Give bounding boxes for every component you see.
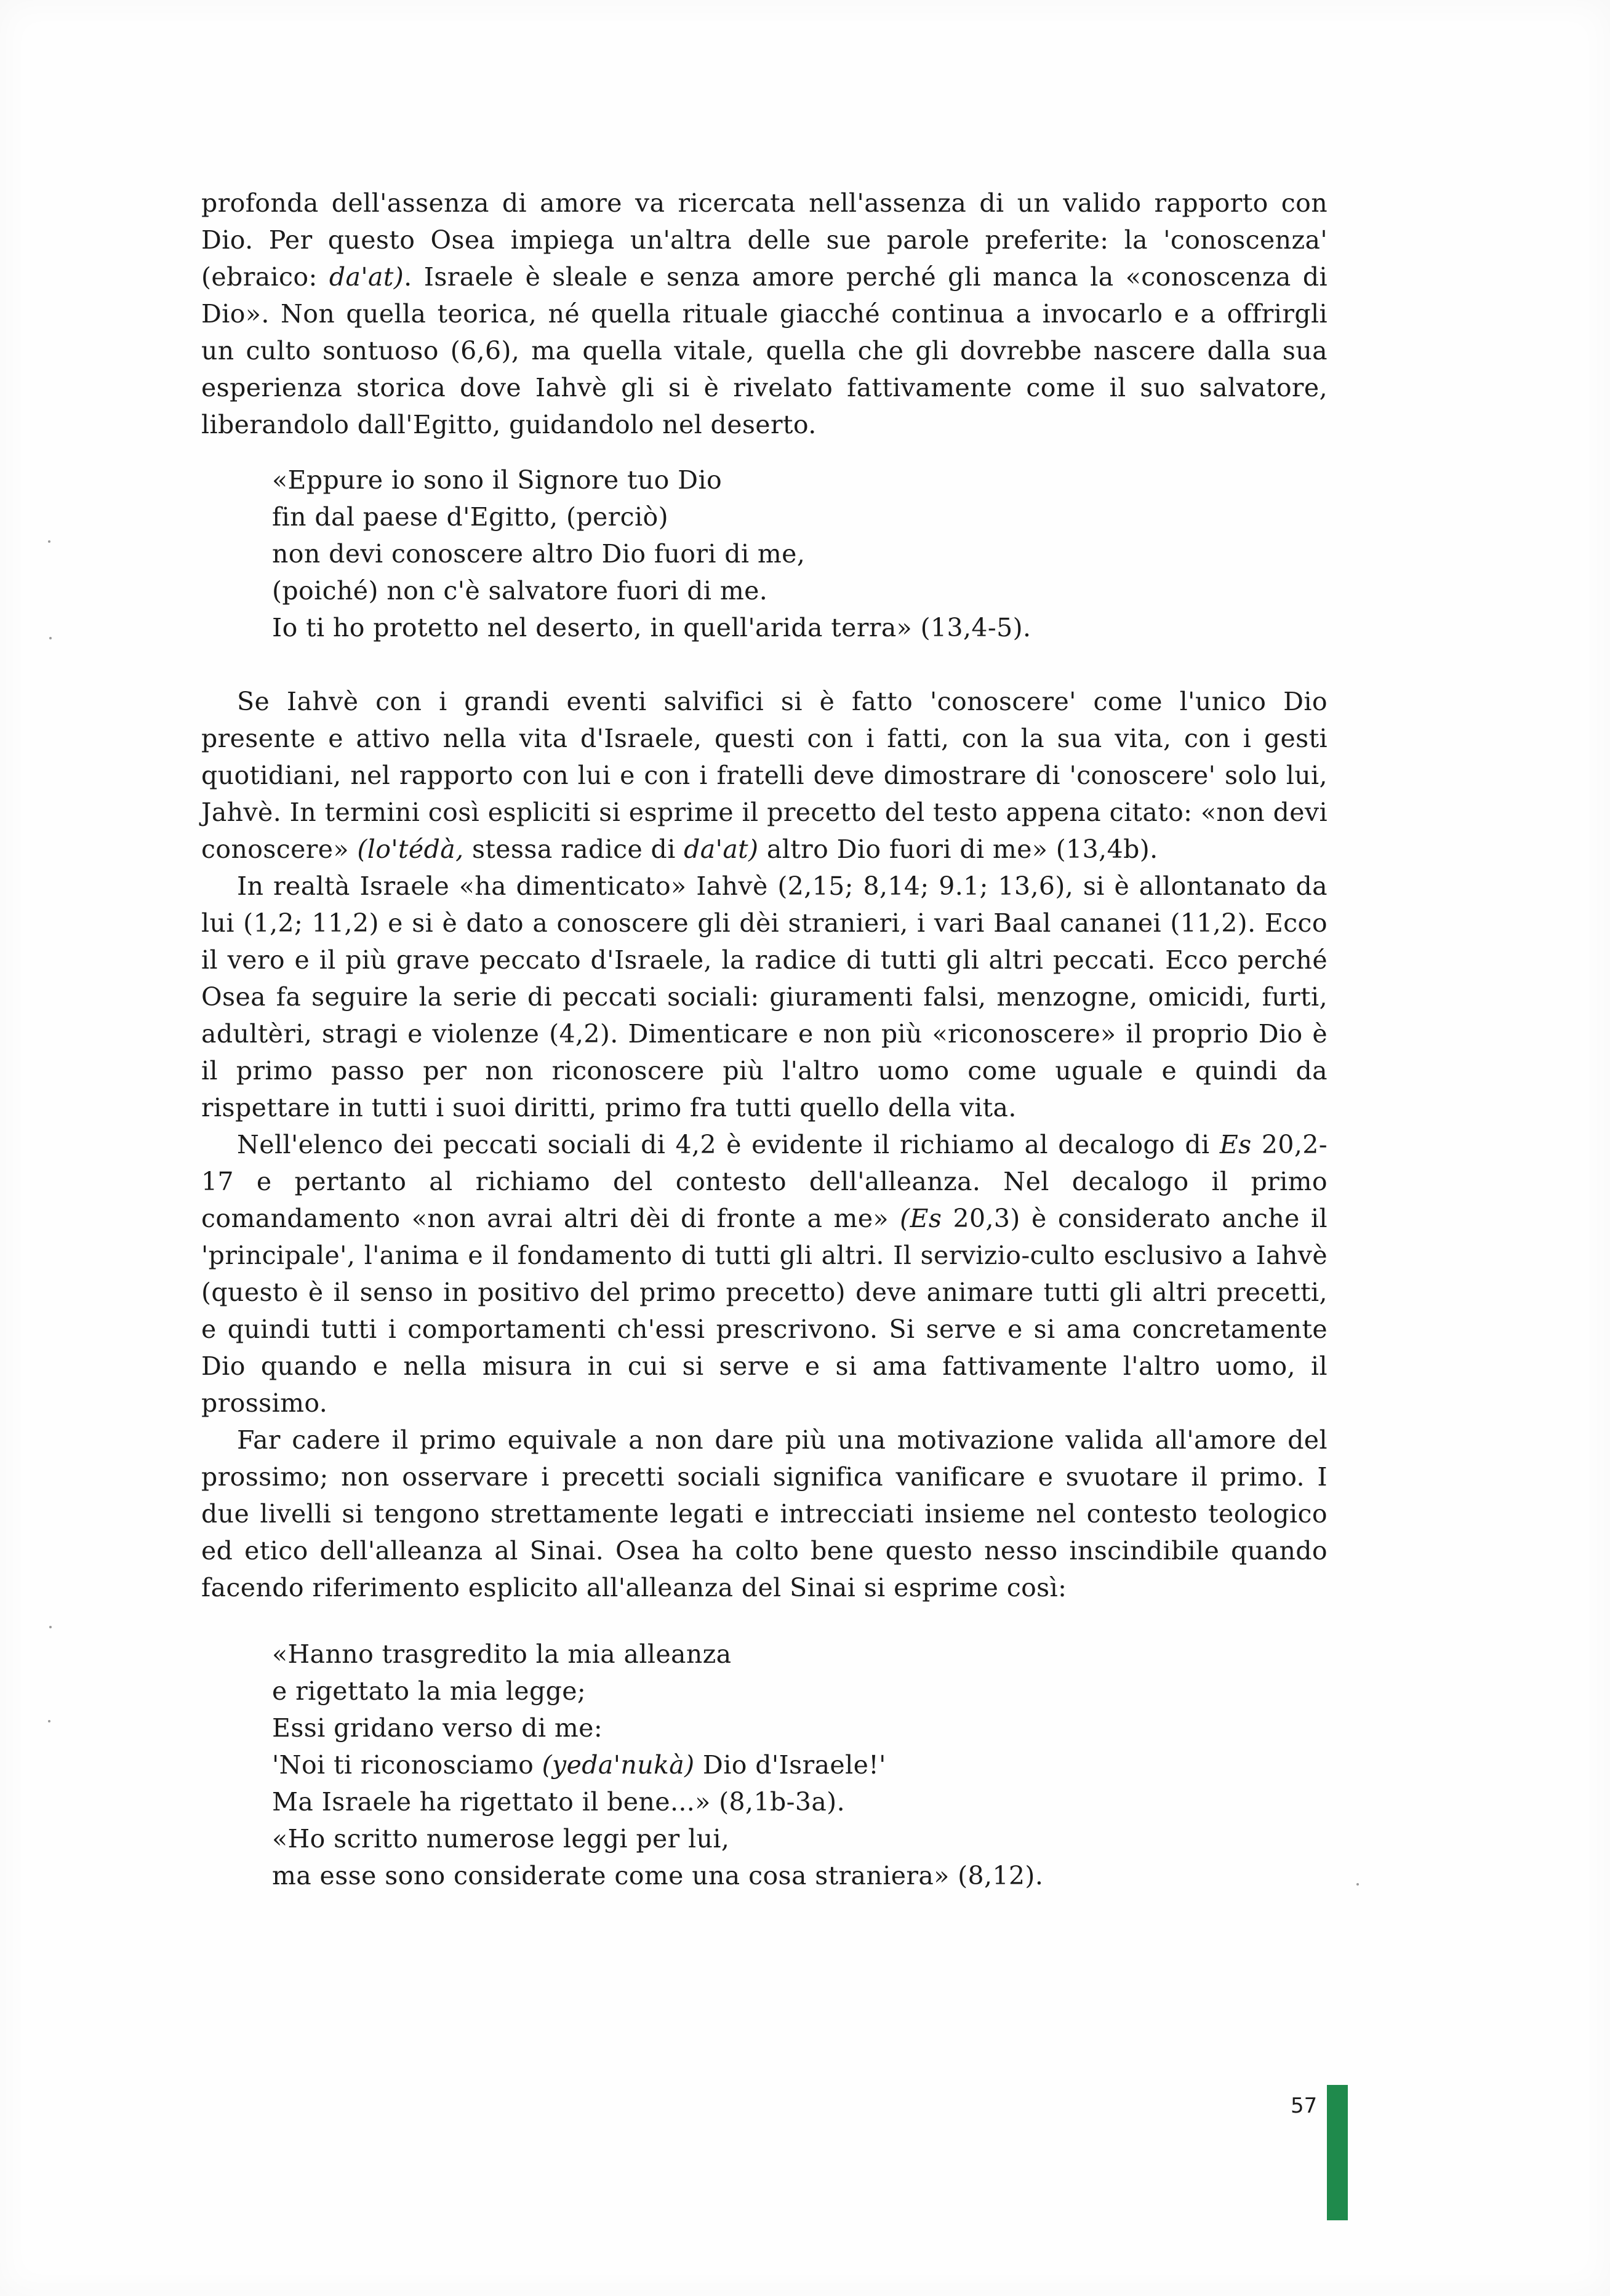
- scan-speck: [49, 637, 52, 639]
- quote-line: (poiché) non c'è salvatore fuori di me.: [272, 576, 768, 606]
- paragraph-2-italic-term: (lo'tédà,: [357, 834, 464, 864]
- quote-line: ma esse sono considerate come una cosa straniera» (8,12).: [272, 1861, 1044, 1890]
- quote-line: Io ti ho protetto nel deserto, in quell'arida terra» (13,4-5).: [272, 613, 1031, 642]
- quote-line: «Eppure io sono il Signore tuo Dio: [272, 465, 723, 495]
- quotation-hosea-13: [201, 462, 1328, 646]
- quote-line: «Ho scritto numerose leggi per lui,: [272, 1824, 730, 1854]
- page-body: [201, 185, 1328, 1894]
- paragraph-2-text-b: stessa radice di: [463, 834, 684, 864]
- quote-line: e rigettato la mia legge;: [272, 1676, 587, 1706]
- paragraph-2: [201, 683, 1328, 868]
- scan-speck: [48, 540, 50, 543]
- paragraph-2-text-a: Se Iahvè con i grandi eventi salvifici si è fatto 'conoscere' come l'unico Dio presente e attivo nella vita d'Israele, questi con i fatti, con la sua vita, con i gesti quotidiani, nel rapporto con lui e con i fratelli deve dimostrare di 'conoscere' solo lui, Jahvè. In termini così espliciti si esprime il precetto del testo appena citato: «non devi conoscere»: [201, 687, 1328, 864]
- paragraph-4-italic-ref-2: (Es: [900, 1204, 942, 1233]
- paragraph-3: In realtà Israele «ha dimenticato» Iahvè (2,15; 8,14; 9.1; 13,6), si è allontanato da lui (1,2; 11,2) e si è dato a conoscere gli dèi stranieri, i vari Baal cananei (11,2). Ecco il vero e il più grave peccato d'Israele, la radice di tutti gli altri peccati. Ecco perché Osea fa seguire la serie di peccati sociali: giuramenti falsi, menzogne, omicidi, furti, adultèri, stragi e violenze (4,2). Dimenticare e non più «riconoscere» il proprio Dio è il primo passo per non riconoscere più l'altro uomo come uguale e quindi da rispettare in tutti i suoi diritti, primo fra tutti quello della vita.: [201, 871, 1328, 1122]
- paragraph-4-text-c: 20,3) è considerato anche il 'principale', l'anima e il fondamento di tutti gli altri. Il servizio-culto esclusivo a Iahvè (questo è il senso in positivo del primo precetto) deve animare tutti gli altri precetti, e quindi tutti i comportamenti ch'essi prescrivono. Si serve e si ama concretamente Dio quando e nella misura in cui si serve e si ama fattivamente l'altro uomo, il prossimo.: [201, 1204, 1328, 1418]
- quote-line: non devi conoscere altro Dio fuori di me,: [272, 539, 806, 569]
- paragraph-2-italic-term-2: da'at): [684, 834, 759, 864]
- paragraph-1-text-b: . Israele è sleale e senza amore perché gli manca la «conoscenza di Dio». Non quella teorica, né quella rituale giacché continua a invocarlo e a offrirgli un culto sontuoso (6,6), ma quella vitale, quella che gli dovrebbe nascere dalla sua esperienza storica dove Iahvè gli si è rivelato fattivamente come il suo salvatore, liberandolo dall'Egitto, guidandolo nel deserto.: [201, 262, 1328, 439]
- scan-speck: [48, 1720, 50, 1722]
- quote-line-text-b: Dio d'Israele!': [694, 1750, 886, 1780]
- paragraph-4-italic-ref: Es: [1219, 1130, 1252, 1159]
- paragraph-4: [201, 1126, 1328, 1422]
- page-number: 57: [1291, 2094, 1318, 2118]
- paragraph-4-text-b: 20,2-17 e pertanto al richiamo del contesto dell'alleanza. Nel decalogo il primo comandamento «non avrai altri dèi di fronte a me»: [201, 1130, 1328, 1233]
- scan-speck: [49, 1626, 52, 1628]
- quotation-hosea-8: [201, 1636, 1328, 1894]
- spacer: [201, 646, 1328, 683]
- quote-line: fin dal paese d'Egitto, (perciò): [272, 502, 669, 532]
- quote-line: Ma Israele ha rigettato il bene...» (8,1b-3a).: [272, 1787, 846, 1817]
- quote-line-text-a: 'Noi ti riconosciamo: [272, 1750, 542, 1780]
- scan-speck: [1356, 1883, 1359, 1886]
- quote-line: Essi gridano verso di me:: [272, 1713, 603, 1743]
- paragraph-1: [201, 185, 1328, 443]
- paragraph-2-text-c: altro Dio fuori di me» (13,4b).: [758, 834, 1158, 864]
- quote-line: [272, 1746, 1328, 1783]
- paragraph-4-text-a: Nell'elenco dei peccati sociali di 4,2 è evidente il richiamo al decalogo di: [237, 1130, 1220, 1159]
- green-margin-tab: [1327, 2085, 1348, 2220]
- quote-line: «Hanno trasgredito la mia alleanza: [272, 1639, 732, 1669]
- paragraph-1-italic-term: da'at): [329, 262, 404, 292]
- paragraph-5: Far cadere il primo equivale a non dare più una motivazione valida all'amore del prossimo; non osservare i precetti sociali significa vanificare e svuotare il primo. I due livelli si tengono strettamente legati e intrecciati insieme nel contesto teologico ed etico dell'alleanza al Sinai. Osea ha colto bene questo nesso inscindibile quando facendo riferimento esplicito all'alleanza del Sinai si esprime così:: [201, 1425, 1328, 1602]
- paragraph-1-text-a: profonda dell'assenza di amore va ricercata nell'assenza di un valido rapporto con Dio. Per questo Osea impiega un'altra delle sue parole preferite: la 'conoscenza' (ebraico:: [201, 188, 1328, 292]
- spacer: [201, 1606, 1328, 1636]
- spacer: [201, 443, 1328, 462]
- quote-line-italic-term: (yeda'nukà): [542, 1750, 695, 1780]
